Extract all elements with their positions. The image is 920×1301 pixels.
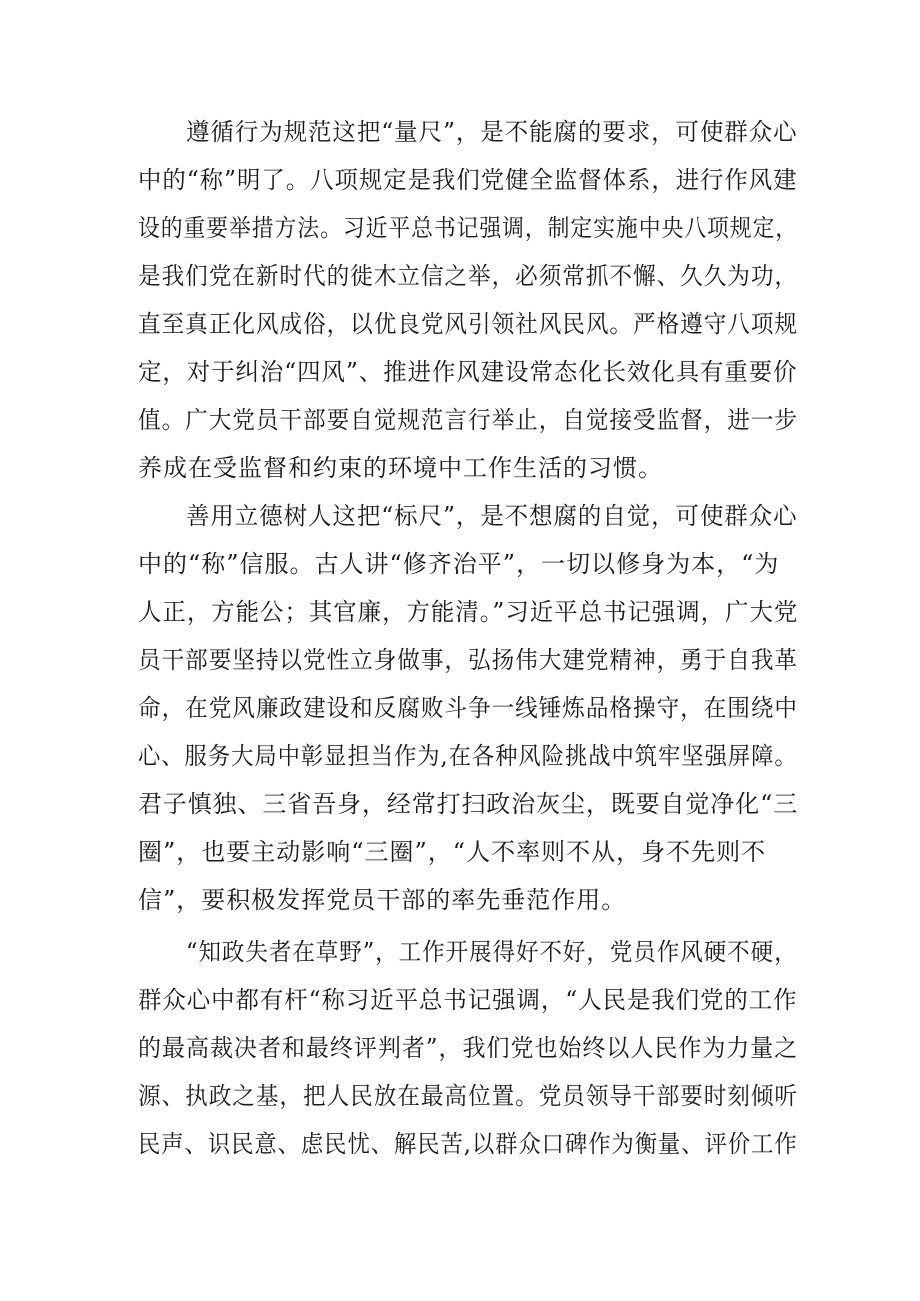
- paragraph-1-line-5: 直至真正化风成俗，以优良党风引领社风民风。严格遵守八项规: [138, 310, 798, 338]
- paragraph-2-line-6: 心、服务大局中彰显担当作为,在各种风险挑战中筑牢坚强屏障。: [138, 742, 798, 770]
- paragraph-1-line-8: 养成在受监督和约束的环境中工作生活的习惯。: [138, 454, 663, 482]
- paragraph-2-line-7: 君子慎独、三省吾身，经常打扫政治灰尘，既要自觉净化“三: [138, 790, 799, 818]
- paragraph-3-line-4: 源、执政之基，把人民放在最高位置。党员领导干部要时刻倾听: [138, 1082, 798, 1110]
- paragraph-1-line-2: 中的“称”明了。八项规定是我们党健全监督体系，进行作风建: [138, 166, 798, 194]
- paragraph-1-line-1: 遵循行为规范这把“量尺”，是不能腐的要求，可使群众心: [186, 118, 798, 146]
- paragraph-1-line-4: 是我们党在新时代的徙木立信之举，必须常抓不懈、久久为功，: [138, 262, 798, 290]
- paragraph-2-line-2: 中的“称”信服。古人讲“修齐治平”，一切以修身为本，“为: [138, 550, 780, 578]
- paragraph-3-line-3: 的最高裁决者和最终评判者”，我们党也始终以人民作为力量之: [138, 1034, 799, 1062]
- paragraph-1-line-7: 值。广大党员干部要自觉规范言行举止，自觉接受监督，进一步: [138, 406, 798, 434]
- paragraph-2-line-5: 命，在党风廉政建设和反腐败斗争一线锤炼品格操守，在围绕中: [138, 694, 798, 722]
- paragraph-3-line-2: 群众心中都有杆“称习近平总书记强调，“人民是我们党的工作: [138, 986, 798, 1014]
- paragraph-3-line-5: 民声、识民意、虑民忧、解民苦,以群众口碑作为衡量、评价工作: [138, 1130, 798, 1158]
- paragraph-3-line-1: “知政失者在草野”，工作开展得好不好，党员作风硬不硬，: [186, 938, 798, 966]
- paragraph-1-line-6: 定，对于纠治“四风”、推进作风建设常态化长效化具有重要价: [138, 358, 798, 386]
- paragraph-2-line-8: 圈”，也要主动影响“三圈”，“人不率则不从，身不先则不: [138, 838, 767, 866]
- paragraph-2-line-1: 善用立德树人这把“标尺”，是不想腐的自觉，可使群众心: [186, 502, 798, 530]
- paragraph-2-line-9: 信”，要积极发挥党员干部的率先垂范作用。: [138, 886, 627, 914]
- paragraph-2-line-3: 人正，方能公；其官廉，方能清。”习近平总书记强调，广大党: [138, 598, 799, 626]
- paragraph-2-line-4: 员干部要坚持以党性立身做事，弘扬伟大建党精神，勇于自我革: [138, 646, 798, 674]
- paragraph-1-line-3: 设的重要举措方法。习近平总书记强调，制定实施中央八项规定，: [138, 214, 798, 242]
